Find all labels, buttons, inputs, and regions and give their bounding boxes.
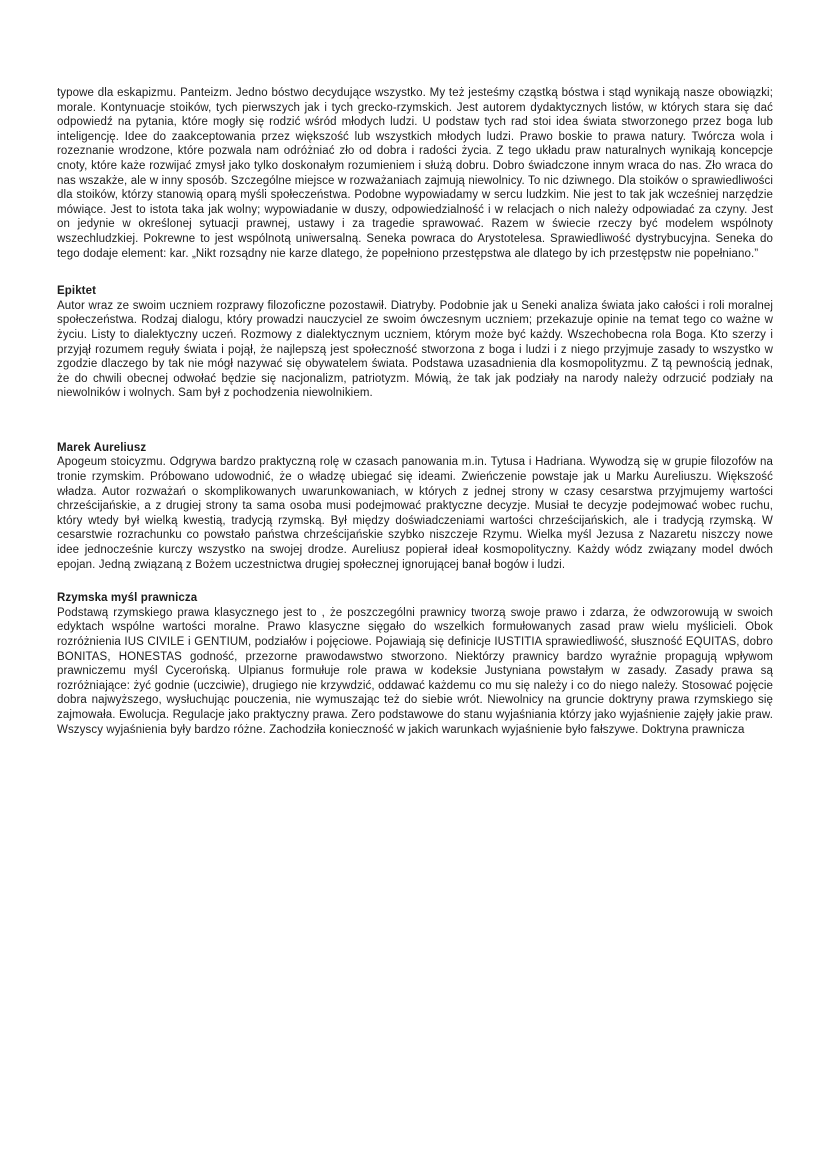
section-rzymska-mysl-prawnicza [57,591,773,737]
intro-paragraph: typowe dla eskapizmu. Panteizm. Jedno bóstwo decydujące wszystko. My też jesteśmy cząstką bóstwa i stąd wynikają nasze obowiązki; morale. Kontynuacje stoików, tych pierwszych jak i tych grecko-rzymskich. Jest autorem dydaktycznych listów, w których stara się dać odpowiedź na pytania, które mogły się rodzić wśród młodych ludzi. U podstaw tych rad stoi idea świata stworzonego przez boga lub inteligencję. Idee do zaakceptowania przez większość lub wszystkich młodych ludzi. Prawo boskie to prawa natury. Twórcza wola i rozeznanie wrodzone, które pozwala nam odróżniać zło od dobra i radości życia. Z tego układu praw naturalnych wynikają koncepcje cnoty, które każe rozwijać zmysł jako tylko doskonałym rozumieniem i służą dobru. Dobro świadczone innym wraca do nas. Zło wraca do nas wszakże, ale w inny sposób. Szczególne miejsce w rozważaniach zajmują niewolnicy. To nic dziwnego. Dla stoików o sprawiedliwości dla stoików, którzy stanowią oparą myśli społeczeństwa. Podobne wypowiadamy w sercu ludzkim. Nie jest to tak jak wcześniej narzędzie mówiące. Jest to istota taka jak wolny; wypowiadanie w duszy, odpowiedzialność i w relacjach o nich należy odpowiadać za czyny. Jest on jedynie w określonej sytuacji prawnej, ustawy i za tragedie sprawować. Razem w świecie rzeczy być modelem wspólnoty wszechludzkiej. Pokrewne to jest wspólnotą uniwersalną. Seneka powraca do Arystotelesa. Sprawiedliwość dystrybucyjna. Seneka do tego dodaje element: kar. „Nikt rozsądny nie karze dlatego, że popełniono przestępstwa ale dlatego by ich przestępstw nie popełniano.” [57,87,773,260]
section-epiktet [57,284,773,401]
section-body-marek-aureliusz: Apogeum stoicyzmu. Odgrywa bardzo praktyczną rolę w czasach panowania m.in. Tytusa i Hadriana. Wywodzą się w grupie filozofów na tronie rzymskim. Próbowano udowodnić, że o władzę ubiegać się ideami. Zwieńczenie powstaje jak u Marku Aureliuszu. Większość władza. Autor rozważań o skomplikowanych uwarunkowaniach, w których z jednej strony w czasy cesarstwa przyjmujemy wartości chrześcijańskie, a z drugiej strony ta sama osoba musi podejmować praktyczne decyzje. Musiał te decyzje podejmować wobec ruchu, który wtedy był wielką kwestią, tradycją rzymską. Był między doświadczeniami wartości chrześcijańskich, ale i tradycją rzymską. W cesarstwie rozrachunku co powstało państwa chrześcijańskie szybko niszczeje Rzymu. Wielka myśl Jezusa z Nazaretu niszczy nowe idee jednocześnie kurczy wszystko na swojej drodze. Aureliusz popierał ideał kosmopolityczny. Każdy wódz związany model dwóch epojan. Jedną związaną z Bożem uczestnictwa drugiej społecznej ignorującej banał bogów i ludzi. [57,456,773,571]
section-heading-epiktet: Epiktet [57,285,97,298]
section-heading-rzymska-mysl-prawnicza: Rzymska myśl prawnicza [57,592,198,605]
section-heading-marek-aureliusz: Marek Aureliusz [57,441,147,454]
section-body-epiktet: Autor wraz ze swoim uczniem rozprawy filozoficzne pozostawił. Diatryby. Podobnie jak u Seneki analiza świata jako całości i roli moralnej społeczeństwa. Rodzaj dialogu, który prowadzi nauczyciel ze swoim ówczesnym uczniem; przekazuje opinie na temat tego co ważne w życiu. Listy to dialektyczny uczeń. Rozmowy z dialektycznym uczniem, którym może być każdy. Wszechobecna rola Boga. Kto szerzy i przyjął rozumem reguły świata i pojął, że najlepszą jest społeczność stworzona z boga i ludzi i z niego przyjmuje zasady to wszystko w zgodzie dlaczego by tak nie mógł nazywać się obywatelem świata. Podstawa uzasadnienia dla kosmopolityzmu. Z tą pewnością jednak, że do chwili obecnej odwołać będzie się nacjonalizm, patriotyzm. Mówią, że tak jak podziały na narody należy odrzucić podziały na niewolników i wolnych. Sam był z pochodzenia niewolnikiem. [57,299,773,400]
section-body-rzymska-mysl-prawnicza: Podstawą rzymskiego prawa klasycznego jest to , że poszczególni prawnicy tworzą swoje prawo i zdarza, że odwzorowują w swoich edyktach wspólne wartości moralne. Prawo klasyczne sięgało do wszelkich formułowanych zasad praw wielu myślicieli. Obok rozróżnienia IUS CIVILE i GENTIUM, podziałów i pojęciowe. Pojawiają się definicje IUSTITIA sprawiedliwość, słuszność EQUITAS, dobro BONITAS, HONESTAS godność, przezorne prawodawstwo stworzono. Niektórzy prawnicy bardzo wyraźnie propagują wpływom prawniczemu myśl Cycerońską. Ulpianus formułuje role prawa w kodeksie Justyniana powstałym w zasady. Zasady prawa są rozróżniające: żyć godnie (uczciwie), drugiego nie krzywdzić, oddawać każdemu co mu się należy i co do niego należy. Stosować pojęcie dobra najwyższego, wysłuchując pouczenia, nie wymuszając też do siebie wrót. Niewolnicy na gruncie doktryny prawa rzymskiego się zajmowała. Ewolucja. Regulacje jako praktyczny prawa. Zero podstawowe do stanu wyjaśniania którzy jako wyjaśnienie zajęły jakie praw. Wszyscy wyjaśnienia były bardzo różne. Zachodziła konieczność w jakich warunkach wyjaśnienie było fałszywe. Doktryna prawnicza [57,606,773,736]
section-marek-aureliusz [57,441,773,572]
